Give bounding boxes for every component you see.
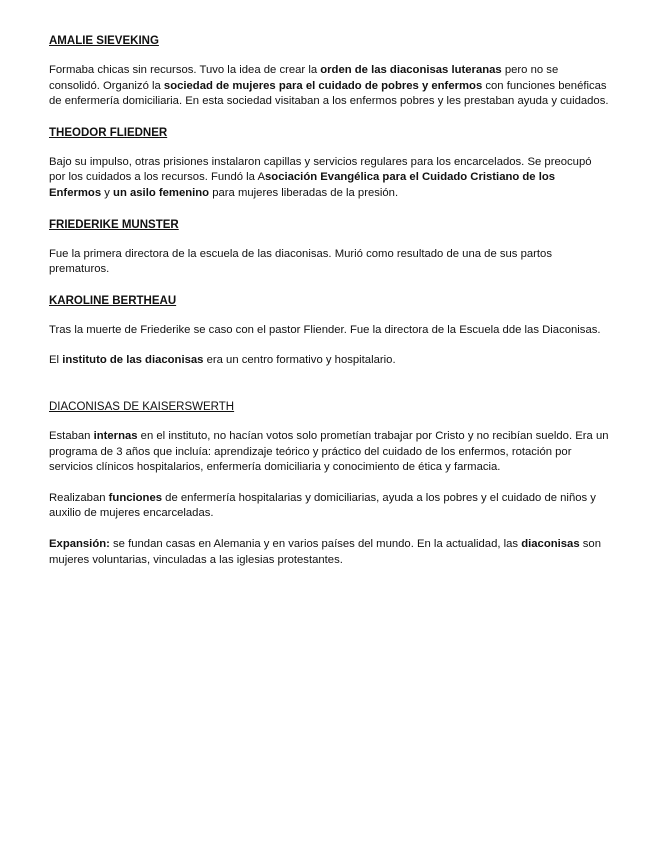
heading-theodor-fliedner: THEODOR FLIEDNER — [49, 126, 168, 139]
text-run: se fundan casas en Alemania y en varios países del mundo. En la actualidad, las — [109, 537, 522, 550]
text-run: Bajo su impulso, otras prisiones instalaron capillas y servicios regulares para los encarcelados. Se preocupó por los cuidados a los recursos. Fundó la A — [49, 155, 592, 184]
paragraph-expansion — [49, 537, 609, 568]
heading-karoline-bertheau: KAROLINE BERTHEAU — [49, 294, 177, 307]
paragraph-internas — [49, 429, 609, 476]
text-run: Realizaban — [49, 491, 109, 504]
paragraph-friederike-munster: Fue la primera directora de la escuela de las diaconisas. Murió como resultado de una de sus partos prematuros. — [49, 247, 552, 276]
text-run: Formaba chicas sin recursos. Tuvo la idea de crear la — [49, 64, 321, 76]
bold-run: Expansión: — [49, 537, 110, 550]
paragraph-karoline-bertheau: Tras la muerte de Friederike se caso con el pastor Fliender. Fue la directora de la Escuela dde las Diaconisas. — [49, 323, 601, 336]
text-run: y — [101, 186, 114, 199]
bold-run: funciones — [108, 491, 163, 504]
text-run: era un centro formativo y hospitalario. — [203, 354, 396, 367]
paragraph-funciones — [49, 491, 609, 522]
bold-run: un asilo femenino — [113, 186, 210, 199]
text-run: con funciones benéficas de enfermería domiciliaria. En esta sociedad visitaban a los enfermos pobres y les prestaban ayuda y cuidados. — [49, 79, 609, 108]
heading-diaconisas-kaiserswerth: DIACONISAS DE KAISERSWERTH — [49, 400, 235, 413]
text-run: pero no se consolidó. Organizó la — [49, 64, 559, 92]
bold-run: sociedad de mujeres para el cuidado de pobres y enfermos — [163, 79, 483, 92]
bold-run: sociación Evangélica para el Cuidado Cristiano de los Enfermos — [49, 171, 556, 199]
paragraph-amalie-sieveking — [49, 63, 609, 110]
text-run: Estaban — [49, 429, 94, 442]
text-run: en el instituto, no hacían votos solo prometían trabajar por Cristo y no recibían sueldo. Era un programa de 3 años que incluía: aprendizaje teórico y práctico del cuidado de los enfermos, rotación por servicios clínicos hospitalarios, enfermería domiciliaria y conocimiento de ética y farmacia. — [49, 429, 609, 474]
bold-run: instituto de las diaconisas — [62, 354, 204, 367]
paragraph-theodor-fliedner — [49, 155, 609, 202]
bold-run: internas — [93, 429, 138, 442]
text-run: El — [49, 354, 63, 367]
text-run: de enfermería hospitalarias y domiciliarias, ayuda a los pobres y el cuidado de niños y auxilio de mujeres encarceladas. — [49, 491, 596, 520]
heading-friederike-munster: FRIEDERIKE MUNSTER — [49, 218, 179, 231]
text-run: para mujeres liberadas de la presión. — [209, 186, 399, 199]
heading-amalie-sieveking: AMALIE SIEVEKING — [49, 35, 159, 47]
text-run: son mujeres voluntarias, vinculadas a las iglesias protestantes. — [49, 537, 601, 566]
paragraph-instituto-diaconisas — [49, 353, 609, 369]
bold-run: orden de las diaconisas luteranas — [320, 64, 502, 76]
document-page — [49, 33, 609, 568]
bold-run: diaconisas — [521, 537, 580, 550]
